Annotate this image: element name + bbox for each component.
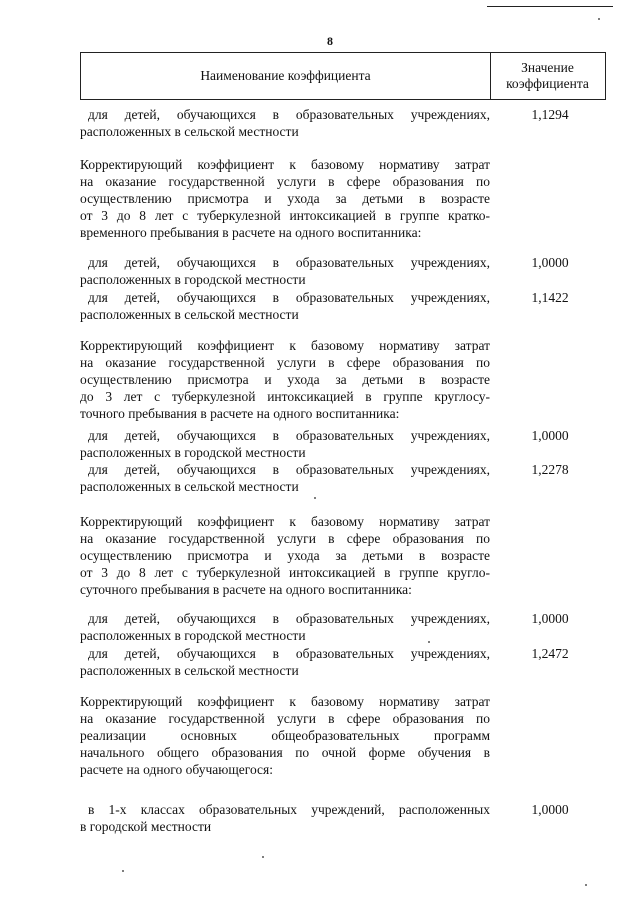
page-number: 8	[327, 34, 333, 48]
scan-speck	[598, 18, 600, 20]
coef-row-label-line1: для детей, обучающихся в образовательных учреждениях,	[88, 462, 490, 477]
paragraph-line: Корректирующий коэффициент к базовому нормативу затрат	[80, 338, 490, 353]
coef-row-label-line1: для детей, обучающихся в образовательных учреждениях,	[88, 428, 490, 443]
coef-row-label-line2: расположенных в городской местности	[80, 445, 306, 460]
paragraph-line: точного пребывания в расчете на одного воспитанника:	[80, 406, 400, 421]
coef-row-label-line2: расположенных в сельской местности	[80, 479, 299, 494]
paragraph-line: начального общего образования по очной форме обучения в	[80, 745, 490, 760]
paragraph-line: реализации основных общеобразовательных программ	[80, 728, 490, 743]
scan-speck	[314, 497, 316, 499]
coef-row-label-line2: расположенных в сельской местности	[80, 663, 299, 678]
coef-row-label-line1: для детей, обучающихся в образовательных учреждениях,	[88, 611, 490, 626]
scan-speck	[585, 884, 587, 886]
top-rule	[487, 6, 613, 7]
paragraph-line: на оказание государственной услуги в сфере образования по	[80, 355, 490, 370]
coef-row-label-line1: для детей, обучающихся в образовательных учреждениях,	[88, 646, 490, 661]
coef-row-label-line1: для детей, обучающихся в образовательных учреждениях,	[88, 255, 490, 270]
coef-value: 1,1422	[531, 290, 569, 305]
paragraph-line: расчете на одного обучающегося:	[80, 762, 273, 777]
scan-speck	[428, 641, 430, 643]
coef-value: 1,2472	[531, 646, 569, 661]
paragraph-line: осуществлению присмотра и ухода за детьми в возрасте	[80, 372, 490, 387]
coef-row-label-line1: для детей, обучающихся в образовательных учреждениях,	[88, 107, 490, 122]
paragraph-line: осуществлению присмотра и ухода за детьми в возрасте	[80, 191, 490, 206]
paragraph-line: Корректирующий коэффициент к базовому нормативу затрат	[80, 157, 490, 172]
paragraph-line: на оказание государственной услуги в сфере образования по	[80, 174, 490, 189]
scan-speck	[122, 870, 124, 872]
coef-row-label-line2: расположенных в городской местности	[80, 272, 306, 287]
coef-value: 1,0000	[531, 255, 569, 270]
coef-row-label-line2: расположенных в городской местности	[80, 628, 306, 643]
paragraph-line: суточного пребывания в расчете на одного воспитанника:	[80, 582, 412, 597]
paragraph-line: Корректирующий коэффициент к базовому нормативу затрат	[80, 514, 490, 529]
paragraph-line: на оказание государственной услуги в сфере образования по	[80, 531, 490, 546]
coef-row-label-line2: в городской местности	[80, 819, 212, 834]
paragraph-line: от 3 до 8 лет с туберкулезной интоксикацией в группе кругло-	[80, 565, 490, 580]
paragraph-line: от 3 до 8 лет с туберкулезной интоксикацией в группе кратко-	[80, 208, 490, 223]
coef-row-label-line2: расположенных в сельской местности	[80, 307, 299, 322]
paragraph-line: временного пребывания в расчете на одного воспитанника:	[80, 225, 422, 240]
coef-value: 1,1294	[531, 107, 569, 122]
table-header	[80, 52, 606, 100]
coef-row-label-line1: для детей, обучающихся в образовательных учреждениях,	[88, 290, 490, 305]
coef-value: 1,2278	[531, 462, 569, 477]
coef-value: 1,0000	[531, 802, 569, 817]
coef-row-label-line1: в 1-х классах образовательных учреждений, расположенных	[88, 802, 490, 817]
header-name-column: Наименование коэффициента	[81, 53, 491, 99]
paragraph-line: осуществлению присмотра и ухода за детьми в возрасте	[80, 548, 490, 563]
paragraph-line: на оказание государственной услуги в сфере образования по	[80, 711, 490, 726]
coef-row-label-line2: расположенных в сельской местности	[80, 124, 299, 139]
scan-speck	[262, 856, 264, 858]
coef-value: 1,0000	[531, 611, 569, 626]
header-value-column: Значение коэффициента	[506, 60, 589, 91]
coef-value: 1,0000	[531, 428, 569, 443]
paragraph-line: до 3 лет с туберкулезной интоксикацией в группе круглосу-	[80, 389, 490, 404]
paragraph-line: Корректирующий коэффициент к базовому нормативу затрат	[80, 694, 490, 709]
